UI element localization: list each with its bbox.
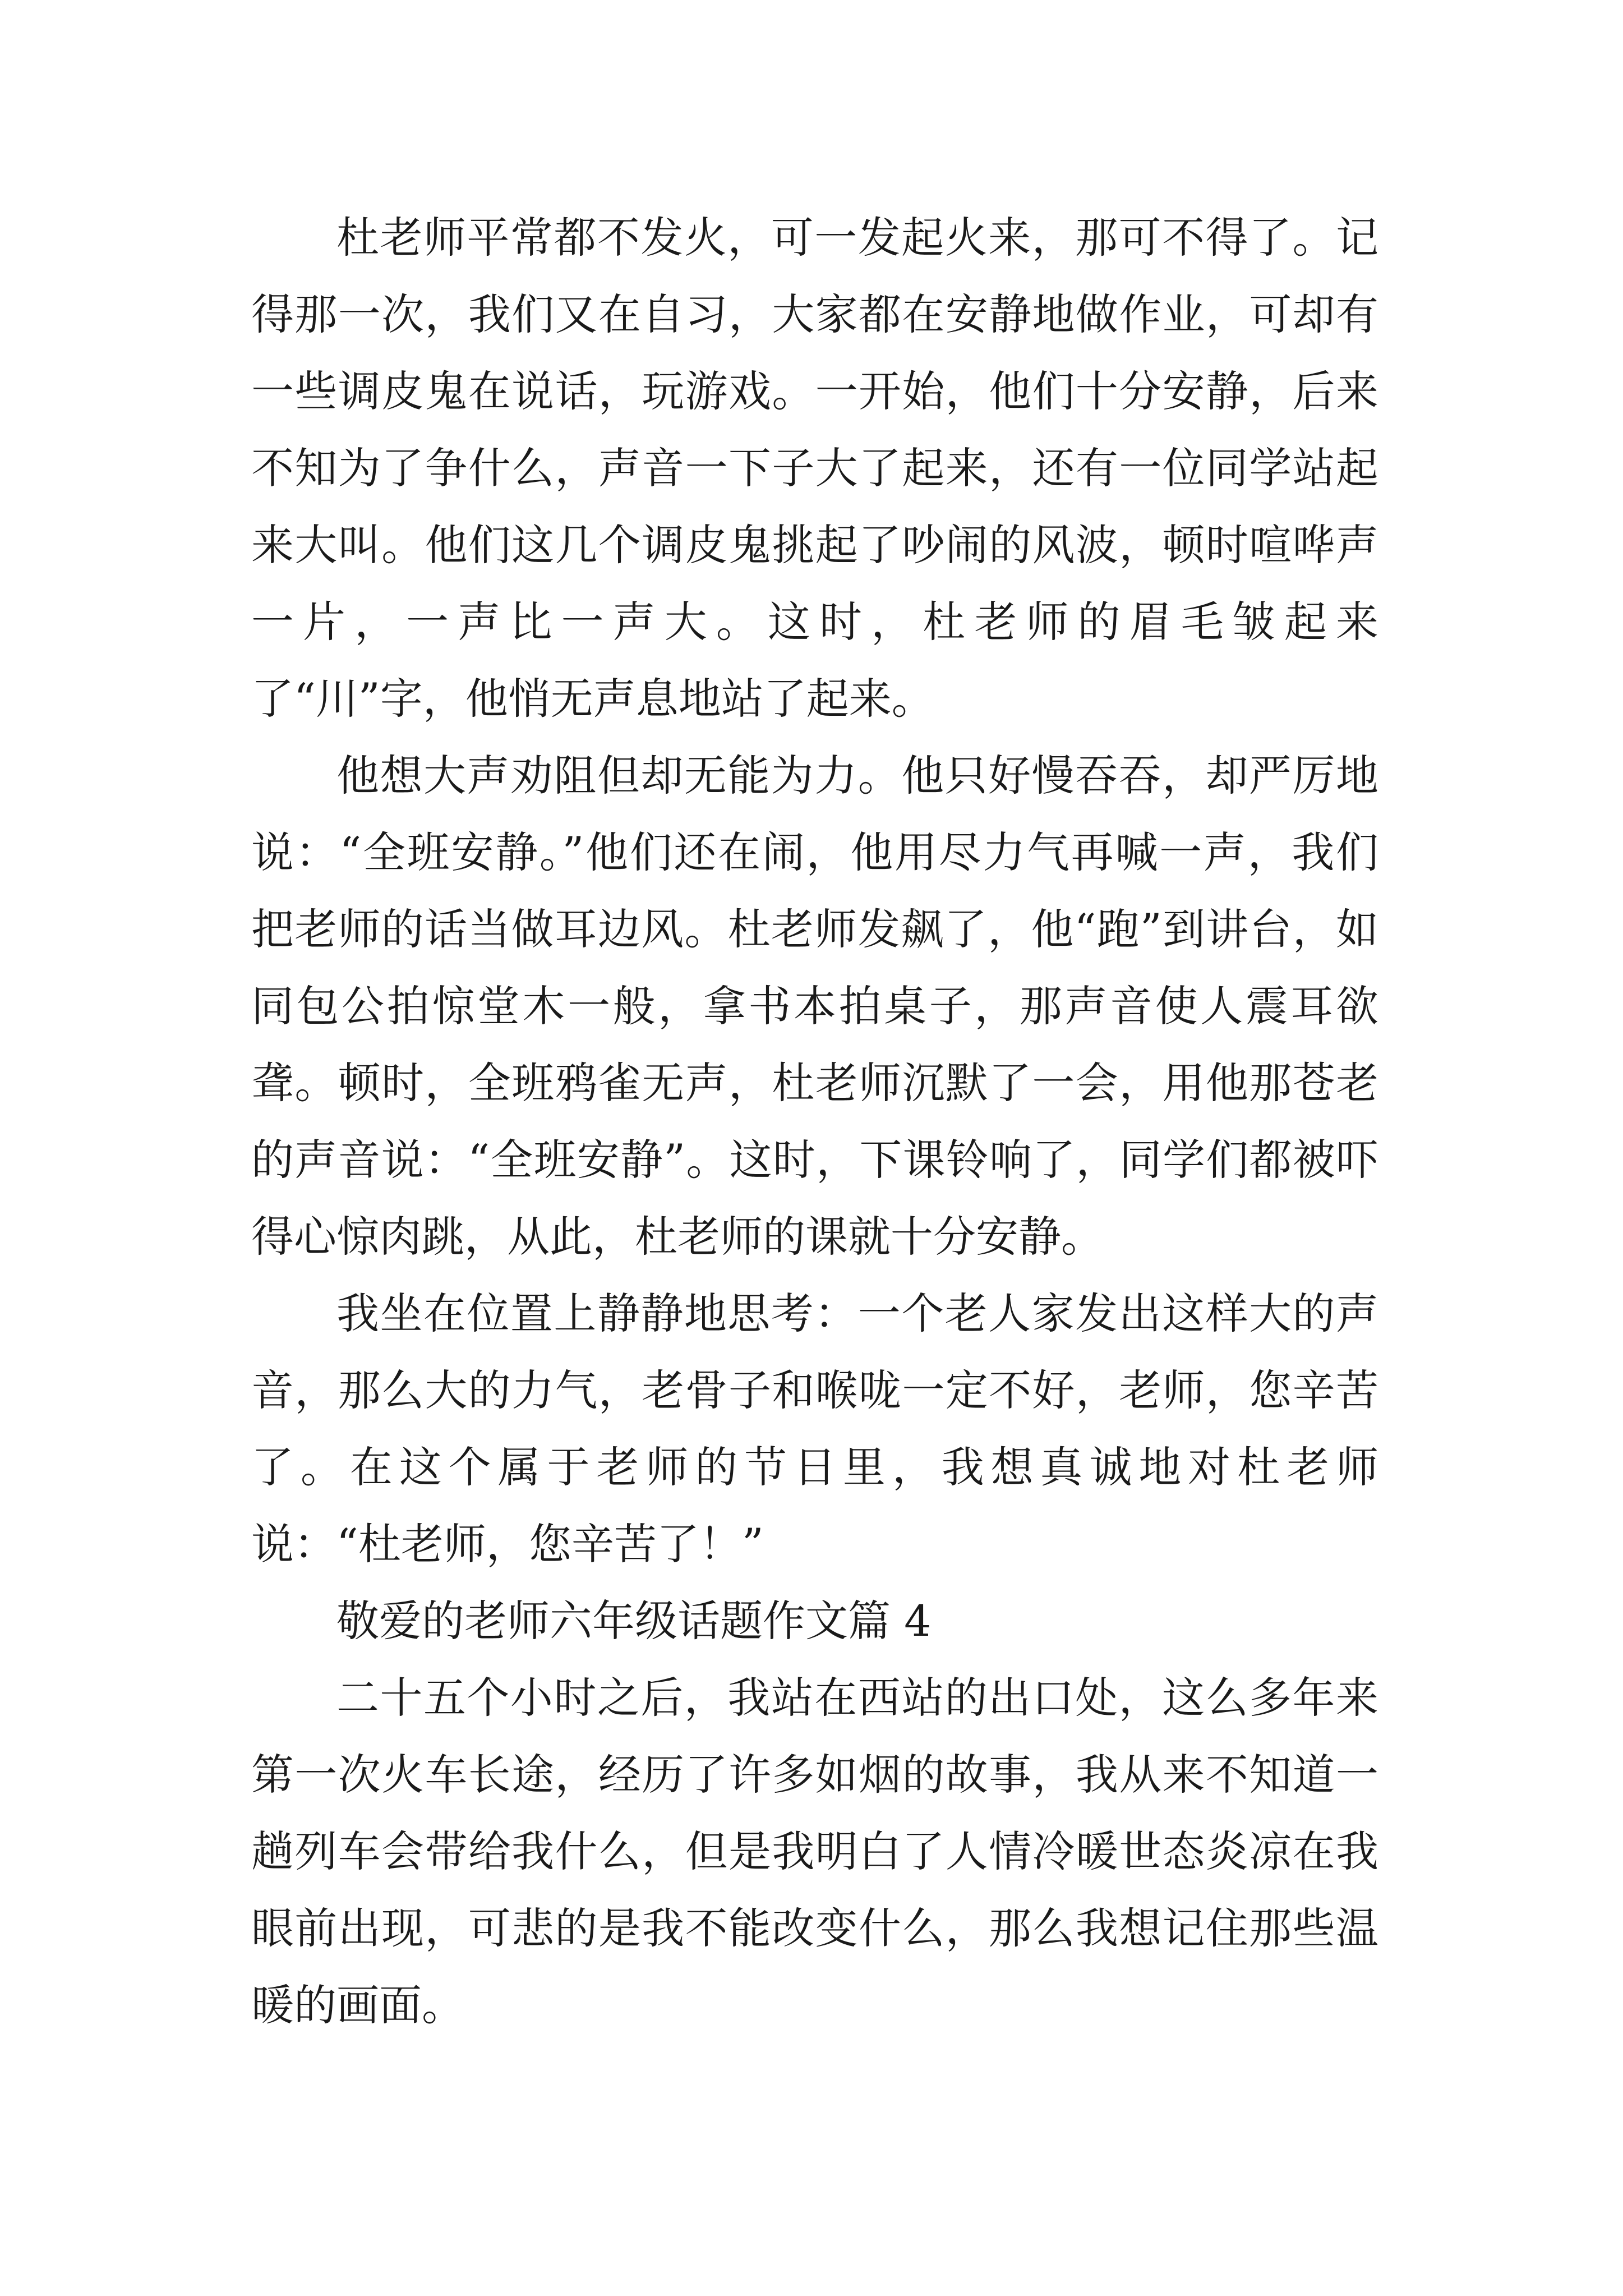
section-heading: 敬爱的老师六年级话题作文篇 4 [336, 1596, 932, 1646]
document-body [251, 199, 1378, 2044]
paragraph-3: 我坐在位置上静静地思考：一个老人家发出这样大的声音，那么大的力气，老骨子和喉咙一定不好，老师，您辛苦了。在这个属于老师的节日里，我想真诚地对杜老师说：“杜老师，您辛苦了！” [251, 1289, 1378, 1569]
paragraph-4: 二十五个小时之后，我站在西站的出口处，这么多年来第一次火车长途，经历了许多如烟的故事，我从来不知道一趟列车会带给我什么，但是我明白了人情冷暖世态炎凉在我眼前出现，可悲的是我不能改变什么，那么我想记住那些温暖的画面。 [251, 1673, 1378, 2030]
paragraph-2: 他想大声劝阻但却无能为力。他只好慢吞吞，却严厉地说：“全班安静。”他们还在闹，他用尽力气再喊一声，我们把老师的话当做耳边风。杜老师发飙了，他“跑”到讲台，如同包公拍惊堂木一般，拿书本拍桌子，那声音使人震耳欲聋。顿时，全班鸦雀无声，杜老师沉默了一会，用他那苍老的声音说：“全班安静”。这时，下课铃响了，同学们都被吓得心惊肉跳，从此，杜老师的课就十分安静。 [251, 751, 1378, 1262]
paragraph-1: 杜老师平常都不发火，可一发起火来，那可不得了。记得那一次，我们又在自习，大家都在安静地做作业，可却有一些调皮鬼在说话，玩游戏。一开始，他们十分安静，后来不知为了争什么，声音一下子大了起来，还有一位同学站起来大叫。他们这几个调皮鬼挑起了吵闹的风波，顿时喧哗声一片，一声比一声大。这时，杜老师的眉毛皱起来了“川”字，他悄无声息地站了起来。 [251, 213, 1378, 724]
